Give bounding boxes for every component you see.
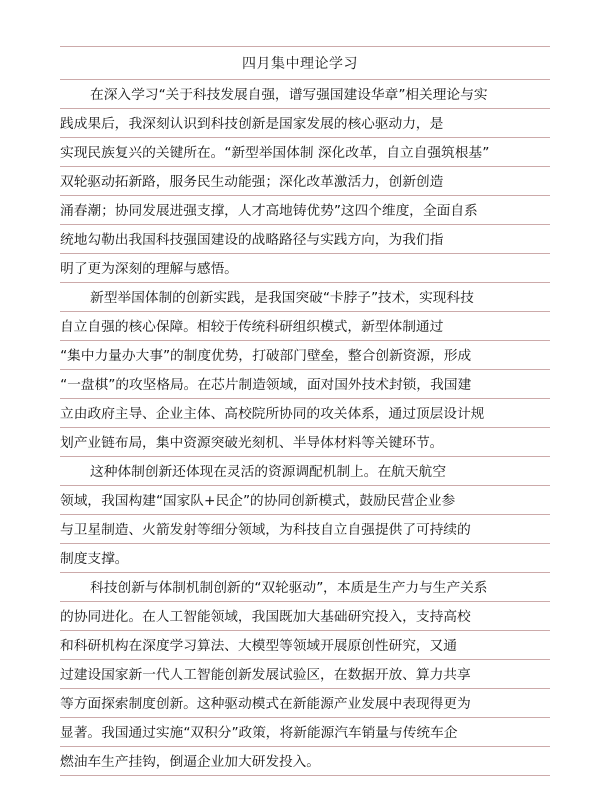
ruled-line [60,253,550,254]
ruled-line [60,195,550,196]
text-line: 显著。我国通过实施“双积分”政策，将新能源汽车销量与传统车企 [59,725,458,741]
ruled-line [60,108,550,109]
ruled-line [60,369,550,370]
text-line: 领域，我国构建“国家队+民企”的协同创新模式，鼓励民营企业参 [59,493,456,509]
text-line: 与卫星制造、火箭发射等细分领域，为科技自立自强提供了可持续的 [59,522,471,538]
text-line: 和科研机构在深度学习算法、大模型等领域开展原创性研究，又通 [59,638,458,654]
text-line: 划产业链布局，集中资源突破光刻机、半导体材料等关键环节。 [59,435,444,451]
ruled-line [60,601,550,602]
text-line: 制度支撑。 [59,551,129,567]
ruled-line [60,166,550,167]
text-line: 过建设国家新一代人工智能创新发展试验区，在数据开放、算力共享 [59,667,471,683]
ruled-line [60,456,550,457]
ruled-line [60,46,550,47]
text-line: “一盘棋”的攻坚格局。在芯片制造领域，面对国外技术封锁，我国建 [59,377,472,393]
text-line: 实现民族复兴的关键所在。“新型举国体制 深化改革，自立自强筑根基” [59,145,490,161]
ruled-line [60,224,550,225]
text-line: 统地勾勒出我国科技强国建设的战略路径与实践方向，为我们指 [59,232,444,248]
ruled-line [60,659,550,660]
ruled-line [60,775,550,776]
page-title: 四月集中理论学习 [242,56,358,72]
text-line: 立由政府主导、企业主体、高校院所协同的攻关体系，通过顶层设计规 [59,406,485,422]
ruled-line [60,282,550,283]
ruled-line [60,485,550,486]
ruled-line [60,311,550,312]
ruled-line [60,137,550,138]
text-line: 科技创新与体制机制创新的“双轮驱动”，本质是生产力与生产关系 [89,580,488,596]
text-line: 涌春潮；协同发展进强支撑，人才高地铸优势”这四个维度，全面自系 [59,203,479,219]
text-line: 这种体制创新还体现在灵活的资源调配机制上。在航天航空 [89,464,447,480]
text-line: 自立自强的核心保障。相较于传统科研组织模式，新型体制通过 [59,319,444,335]
text-line: 在深入学习“关于科技发展自强，谱写强国建设华章”相关理论与实 [89,87,488,103]
ruled-line [60,746,550,747]
text-line: 双轮驱动拓新路，服务民生动能强；深化改革激活力，创新创造 [59,174,444,190]
text-line: 践成果后，我深刻认识到科技创新是国家发展的核心驱动力，是 [59,116,444,132]
text-line: 燃油车生产挂钩，倒逼企业加大研发投入。 [59,754,321,770]
ruled-line [60,543,550,544]
text-line: 的协同进化。在人工智能领域，我国既加大基础研究投入，支持高校 [59,609,471,625]
text-line: 等方面探索制度创新。这种驱动模式在新能源产业发展中表现得更为 [59,696,471,712]
text-line: “集中力量办大事”的制度优势，打破部门壁垒，整合创新资源，形成 [59,348,472,364]
ruled-line [60,717,550,718]
ruled-line [60,572,550,573]
ruled-line [60,514,550,515]
ruled-line [60,688,550,689]
text-line: 新型举国体制的创新实践，是我国突破“卡脖子”技术，实现科技 [89,290,475,306]
ruled-line [60,630,550,631]
text-line: 明了更为深刻的理解与感悟。 [59,261,239,277]
ruled-line [60,398,550,399]
ruled-line [60,79,550,80]
ruled-line [60,340,550,341]
ruled-line [60,427,550,428]
